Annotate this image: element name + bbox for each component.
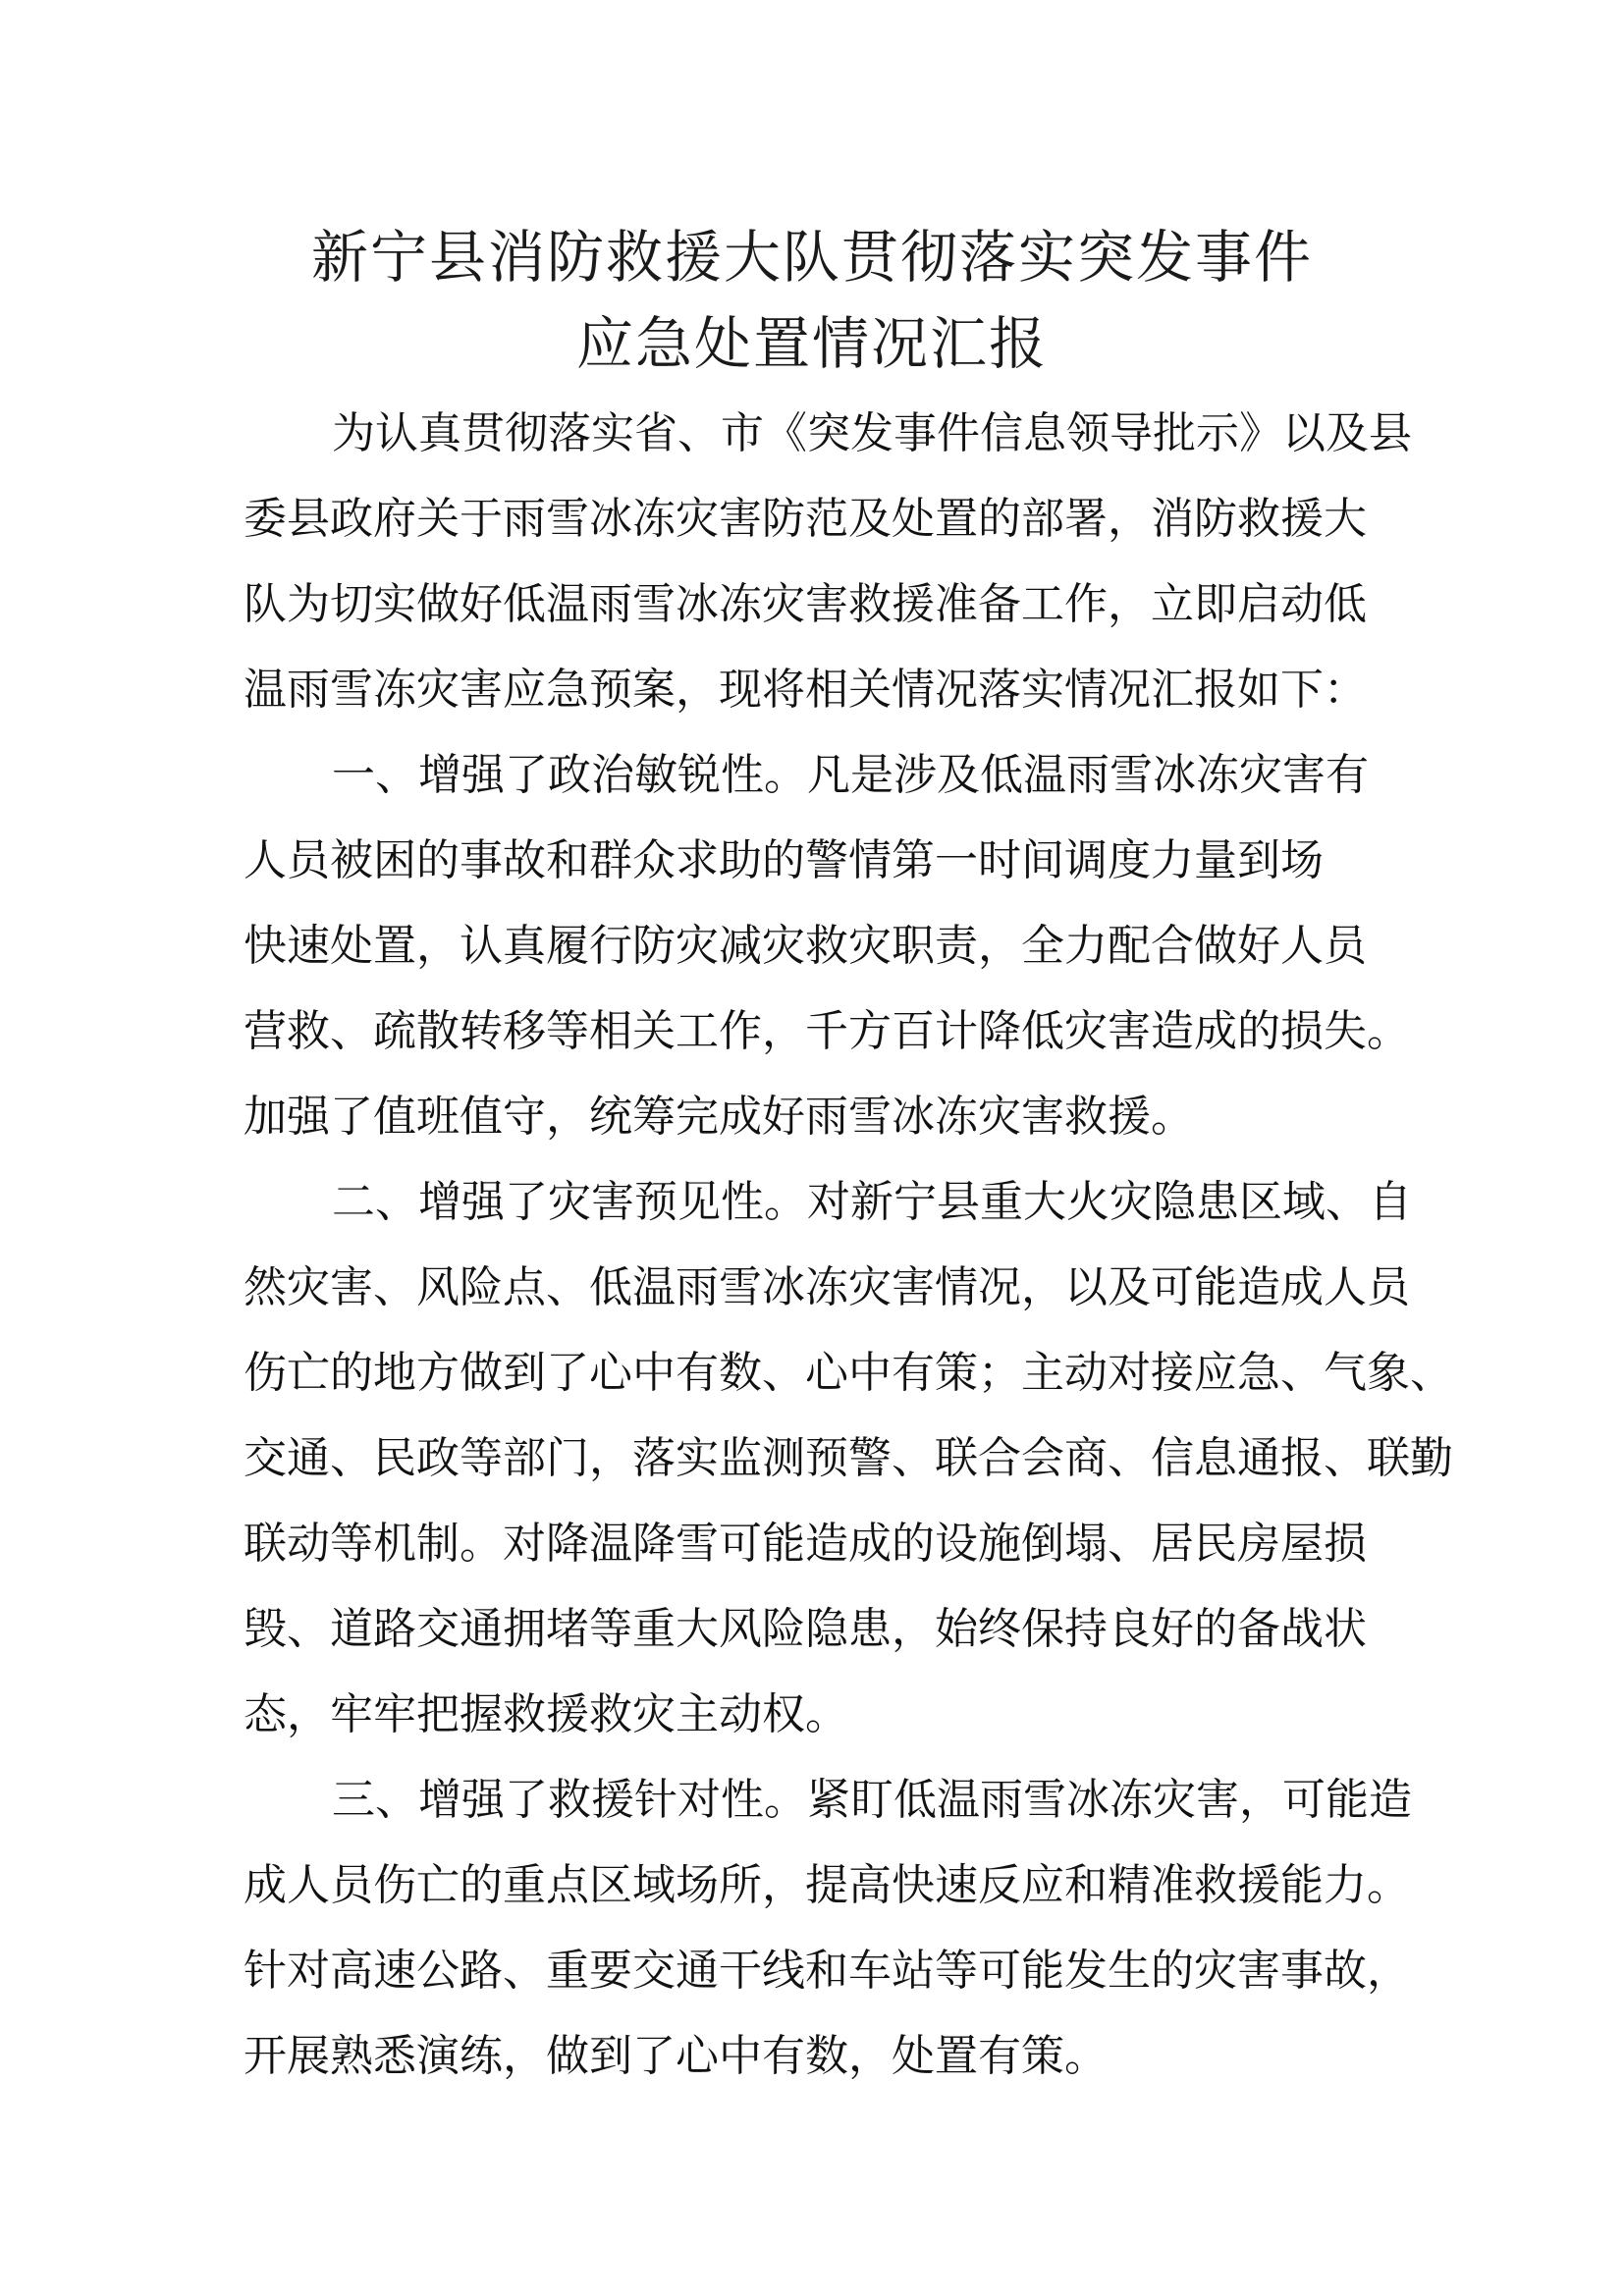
paragraph-one-line-1: 一、增强了政治敏锐性。凡是涉及低温雨雪冰冻灾害有 <box>332 750 1369 800</box>
paragraph-one-line-5: 加强了值班值守，统筹完成好雨雪冰冻灾害救援。 <box>244 1092 1194 1142</box>
paragraph-intro-line-1: 为认真贯彻落实省、市《突发事件信息领导批示》以及县 <box>332 408 1412 458</box>
paragraph-three-line-2: 成人员伤亡的重点区域场所，提高快速反应和精准救援能力。 <box>244 1860 1410 1910</box>
document-title-line-1: 新宁县消防救援大队贯彻落实突发事件 <box>310 224 1313 291</box>
paragraph-one-line-4: 营救、疏散转移等相关工作，千方百计降低灾害造成的损失。 <box>244 1006 1410 1056</box>
paragraph-intro-line-4: 温雨雪冻灾害应急预案，现将相关情况落实情况汇报如下： <box>244 665 1367 715</box>
paragraph-two-line-5: 联动等机制。对降温降雪可能造成的设施倒塌、居民房屋损 <box>244 1519 1367 1569</box>
paragraph-three-line-4: 开展熟悉演练，做到了心中有数，处置有策。 <box>244 2031 1108 2081</box>
paragraph-intro-line-2: 委县政府关于雨雪冰冻灾害防范及处置的部署，消防救援大 <box>244 494 1367 544</box>
paragraph-two-line-4: 交通、民政等部门，落实监测预警、联合会商、信息通报、联勤 <box>244 1433 1453 1483</box>
paragraph-two-line-6: 毁、道路交通拥堵等重大风险隐患，始终保持良好的备战状 <box>244 1604 1367 1654</box>
paragraph-two-line-1: 二、增强了灾害预见性。对新宁县重大火灾隐患区域、自 <box>332 1177 1412 1227</box>
paragraph-one-line-2: 人员被困的事故和群众求助的警情第一时间调度力量到场 <box>244 835 1324 885</box>
paragraph-three-line-1: 三、增强了救援针对性。紧盯低温雨雪冰冻灾害，可能造 <box>332 1775 1412 1825</box>
paragraph-two-line-7: 态，牢牢把握救援救灾主动权。 <box>244 1689 848 1739</box>
paragraph-one-line-3: 快速处置，认真履行防灾减灾救灾职责，全力配合做好人员 <box>244 921 1367 971</box>
paragraph-two-line-2: 然灾害、风险点、低温雨雪冰冻灾害情况，以及可能造成人员 <box>244 1262 1410 1312</box>
paragraph-three-line-3: 针对高速公路、重要交通干线和车站等可能发生的灾害事故， <box>244 1946 1410 1996</box>
document-title-line-2: 应急处置情况汇报 <box>575 310 1048 377</box>
paragraph-two-line-3: 伤亡的地方做到了心中有数、心中有策；主动对接应急、气象、 <box>244 1348 1453 1398</box>
paragraph-intro-line-3: 队为切实做好低温雨雪冰冻灾害救援准备工作，立即启动低 <box>244 579 1367 629</box>
